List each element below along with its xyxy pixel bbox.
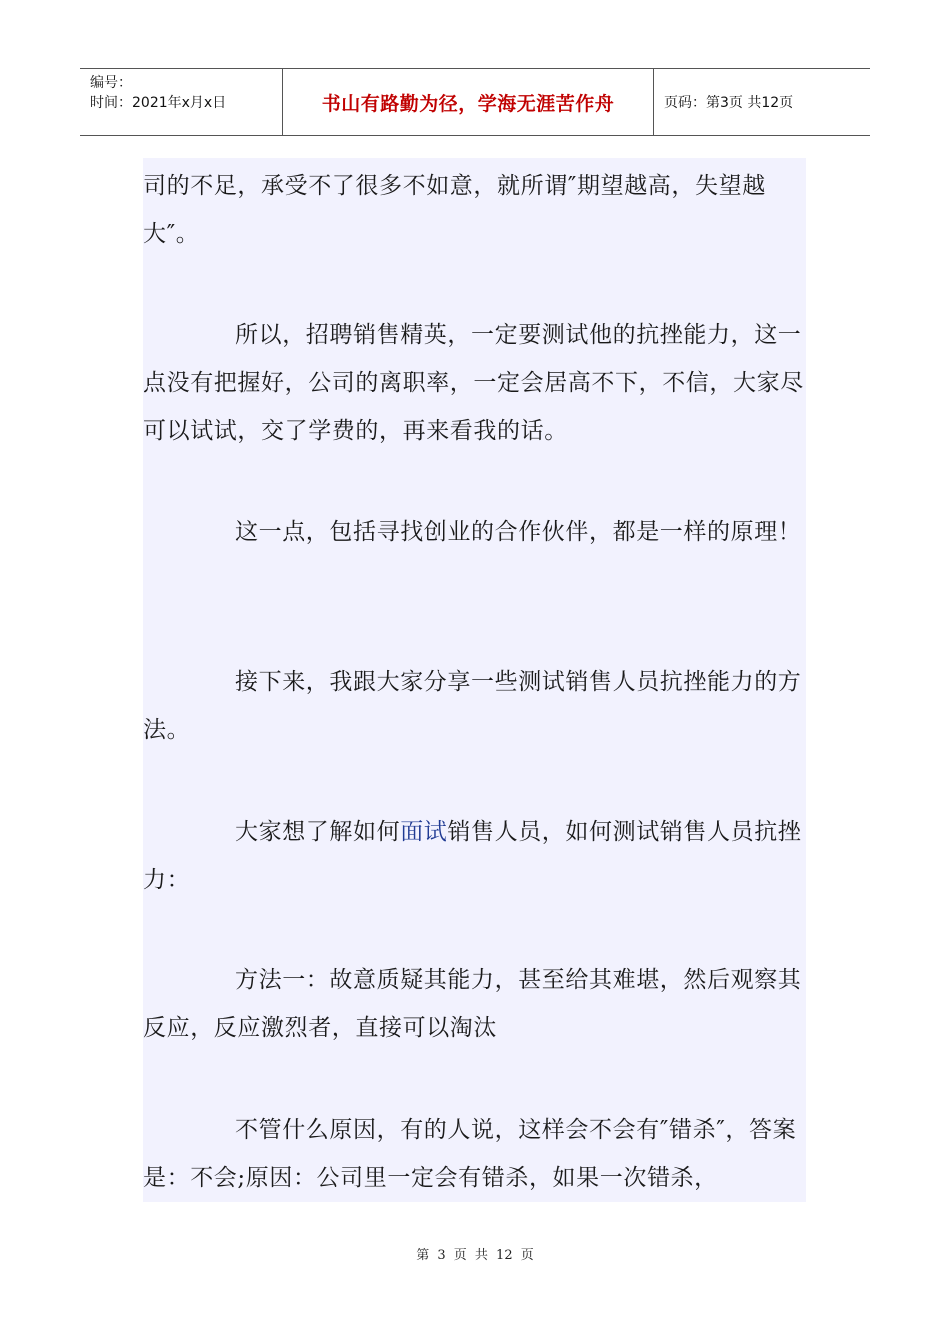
header-page-info: 页码：第3页 共12页 [664,95,794,111]
date-label: 时间：2021年x月x日 [90,95,227,111]
paragraph-3: 这一点，包括寻找创业的合作伙伴，都是一样的原理！ [235,519,802,545]
paragraph-5-after: 销售人员，如何测试销售人员抗挫力： [143,819,802,893]
paragraph-1: 司的不足，承受不了很多不如意，就所谓″期望越高，失望越大″。 [143,173,766,247]
page-footer: 第 3 页 共 12 页 [416,1248,534,1263]
paragraph-5-before: 大家想了解如何 [235,819,401,845]
paragraph-2: 所以，招聘销售精英，一定要测试他的抗挫能力，这一点没有把握好，公司的离职率，一定会居高不下，不信，大家尽可以试试，交了学费的，再来看我的话。 [143,322,804,444]
paragraph-5 [143,808,806,904]
paragraph-4: 接下来，我跟大家分享一些测试销售人员抗挫能力的方法。 [143,669,802,743]
interview-link[interactable]: 面试 [400,819,448,845]
paragraph-6: 方法一：故意质疑其能力，甚至给其难堪，然后观察其反应，反应激烈者，直接可以淘汰 [143,967,802,1041]
document-body [143,158,806,1202]
number-label: 编号： [90,75,132,91]
paragraph-7: 不管什么原因，有的人说，这样会不会有″错杀″，答案是：不会;原因：公司里一定会有错杀，如果一次错杀， [143,1117,797,1191]
header-meta [80,69,282,135]
page-header [80,68,870,136]
header-motto: 书山有路勤为径，学海无涯苦作舟 [282,69,654,135]
